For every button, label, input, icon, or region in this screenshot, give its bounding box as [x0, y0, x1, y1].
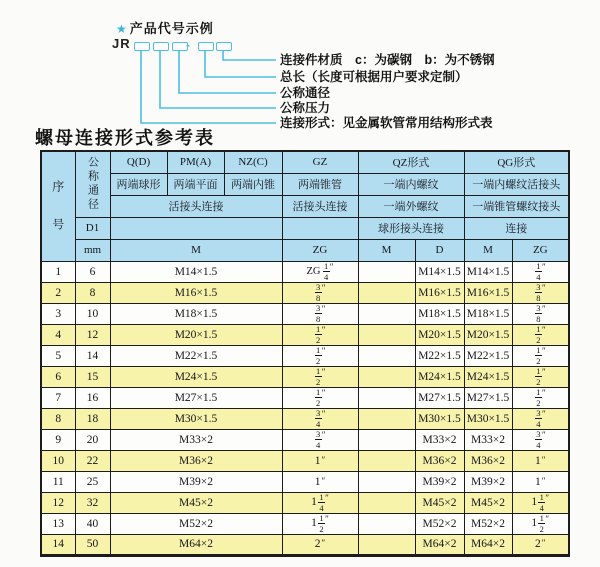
qg-whole: 1 — [531, 496, 538, 509]
inch-mark: ″ — [325, 513, 329, 524]
subheader-pm2: 两端平面 — [167, 173, 224, 195]
qg-whole: 1 — [535, 454, 541, 467]
cell-qz-d: M36×2 — [415, 450, 464, 471]
gz-frac-den: 2 — [316, 398, 321, 408]
subheader-nz2: 两端内锥 — [224, 173, 282, 195]
cell-mm: 6 — [75, 261, 110, 282]
inch-mark: ″ — [542, 429, 546, 440]
cell-qg-zg — [512, 450, 569, 471]
label-nominal-pressure: 公称压力 — [280, 101, 331, 115]
cell-qz-m — [358, 450, 415, 471]
cell-seq: 2 — [41, 282, 75, 303]
product-code-prefix: JR — [112, 36, 131, 51]
qg-whole: 2 — [535, 538, 541, 550]
gz-frac-num: 1 — [319, 492, 324, 502]
cell-mm: 12 — [75, 324, 110, 345]
cell-m-thread: M20×1.5 — [110, 324, 282, 345]
cell-qg-m: M20×1.5 — [464, 324, 512, 345]
inch-mark: ″ — [542, 366, 546, 377]
table-row — [41, 471, 569, 492]
subheader-zg1: ZG — [282, 239, 358, 261]
cell-qz-d: M20×1.5 — [415, 324, 464, 345]
table-row — [41, 408, 569, 429]
cell-qg-zg — [512, 534, 569, 555]
cell-seq: 8 — [41, 408, 75, 429]
cell-qz-d: M27×1.5 — [415, 387, 464, 408]
table-row — [41, 492, 569, 513]
cell-qg-m: M30×1.5 — [464, 408, 512, 429]
cell-mm: 50 — [75, 534, 110, 555]
gz-frac-num: 1 — [316, 345, 321, 355]
gz-frac-num: 3 — [316, 282, 321, 292]
inch-mark: ″ — [545, 513, 550, 524]
subheader-m3: M — [464, 239, 512, 261]
gz-frac-num: 1 — [316, 324, 321, 334]
inch-mark: ″ — [321, 387, 326, 398]
qg-fraction — [535, 430, 542, 450]
cell-seq: 3 — [41, 303, 75, 324]
subheader-union-connection: 活接头连接 — [110, 195, 282, 217]
cell-qz-m — [358, 471, 415, 492]
table-row — [41, 429, 569, 450]
gz-frac-num: 1 — [316, 387, 321, 397]
qg-frac-num: 1 — [536, 261, 541, 271]
cell-seq: 12 — [41, 492, 75, 513]
qg-frac-num: 1 — [536, 324, 541, 334]
cell-mm: 16 — [75, 387, 110, 408]
cell-m-thread: M18×1.5 — [110, 303, 282, 324]
cell-seq: 13 — [41, 513, 75, 534]
gz-frac-den: 2 — [319, 524, 324, 534]
qg-fraction — [535, 325, 542, 345]
cell-qz-d: M22×1.5 — [415, 345, 464, 366]
cell-m-thread: M30×1.5 — [110, 408, 282, 429]
code-box-2 — [153, 42, 169, 51]
cell-qg-zg — [512, 261, 569, 282]
cell-gz-size — [282, 429, 358, 450]
cell-m-thread: M36×2 — [110, 450, 282, 471]
gz-frac-num: 3 — [316, 429, 321, 439]
cell-qg-zg — [512, 429, 569, 450]
cell-qz-m — [358, 261, 415, 282]
cell-seq: 14 — [41, 534, 75, 555]
inch-mark: ″ — [542, 408, 546, 419]
star-icon: ★ — [116, 22, 128, 36]
code-box-4 — [198, 42, 214, 51]
subheader-qz3: 一端外螺纹 — [358, 195, 464, 217]
table-row — [41, 345, 569, 366]
inch-mark: ″ — [542, 282, 546, 293]
gz-fraction — [315, 304, 322, 324]
gz-frac-den: 4 — [316, 419, 321, 429]
label-nominal-diameter: 公称通径 — [280, 86, 331, 100]
nut-connection-reference-table — [40, 150, 570, 557]
cell-qg-m: M52×2 — [464, 513, 512, 534]
qg-whole: 1 — [535, 475, 541, 488]
label-total-length: 总长（长度可根据用户要求定制） — [280, 70, 468, 84]
cell-qz-m — [358, 387, 415, 408]
cell-mm: 10 — [75, 303, 110, 324]
col-header-seq — [41, 151, 75, 261]
inch-mark: ″ — [321, 303, 326, 314]
qg-frac-den: 2 — [536, 335, 541, 345]
cell-qg-m: M64×2 — [464, 534, 512, 555]
gz-frac-den: 4 — [319, 503, 324, 513]
qg-frac-den: 4 — [536, 272, 541, 282]
qg-frac-num: 3 — [536, 429, 541, 439]
gz-whole: 1 — [314, 475, 321, 488]
inch-mark: ″ — [542, 387, 546, 398]
cell-qz-d: M16×1.5 — [415, 282, 464, 303]
cell-gz-size — [282, 534, 358, 555]
cell-qg-m: M14×1.5 — [464, 261, 512, 282]
cell-m-thread: M14×1.5 — [110, 261, 282, 282]
cell-qz-m — [358, 513, 415, 534]
cell-qg-m: M24×1.5 — [464, 366, 512, 387]
inch-mark: ″ — [541, 454, 546, 465]
gz-frac-den: 8 — [316, 293, 321, 303]
cell-m-thread: M33×2 — [110, 429, 282, 450]
inch-mark: ″ — [321, 282, 326, 293]
subheader-mm: mm — [75, 239, 110, 261]
subheader-blank-a — [110, 217, 282, 239]
cell-qz-m — [358, 492, 415, 513]
cell-qg-m: M18×1.5 — [464, 303, 512, 324]
cell-qg-m: M39×2 — [464, 471, 512, 492]
cell-qg-m: M27×1.5 — [464, 387, 512, 408]
cell-gz-size — [282, 261, 358, 282]
cell-qg-zg — [512, 303, 569, 324]
cell-qz-m — [358, 303, 415, 324]
subheader-d: D — [415, 239, 464, 261]
cell-qz-d: M52×2 — [415, 513, 464, 534]
cell-gz-size — [282, 492, 358, 513]
gz-fraction — [315, 409, 322, 429]
cell-mm: 22 — [75, 450, 110, 471]
gz-frac-num: 3 — [316, 408, 321, 418]
gz-frac-num: 1 — [319, 513, 324, 523]
gz-whole: 1 — [311, 496, 317, 509]
cell-mm: 15 — [75, 366, 110, 387]
cell-seq: 4 — [41, 324, 75, 345]
inch-mark: ″ — [542, 324, 546, 335]
inch-mark: ″ — [325, 492, 329, 503]
cell-qg-m: M36×2 — [464, 450, 512, 471]
qg-frac-num: 1 — [536, 345, 541, 355]
cell-gz-size — [282, 408, 358, 429]
qg-fraction — [535, 262, 542, 282]
cell-gz-size — [282, 450, 358, 471]
table-row — [41, 303, 569, 324]
cell-qz-d: M24×1.5 — [415, 366, 464, 387]
gz-frac-den: 4 — [324, 272, 329, 282]
gz-fraction — [323, 262, 330, 282]
cell-seq: 6 — [41, 366, 75, 387]
qg-frac-den: 2 — [536, 356, 541, 366]
inch-mark: ″ — [541, 475, 546, 486]
gz-fraction — [315, 325, 322, 345]
qg-frac-den: 2 — [539, 524, 544, 534]
inch-mark: ″ — [329, 261, 334, 272]
subheader-qz2: 一端内螺纹 — [358, 173, 464, 195]
col-header-pm: PM(A) — [167, 151, 224, 173]
table-row — [41, 261, 569, 282]
col-header-qz: QZ形式 — [358, 151, 464, 173]
inch-mark: ″ — [321, 345, 326, 356]
gz-whole: 1 — [311, 517, 317, 530]
cell-seq: 5 — [41, 345, 75, 366]
cell-qz-m — [358, 324, 415, 345]
table-row — [41, 513, 569, 534]
cell-qz-m — [358, 408, 415, 429]
cell-m-thread: M45×2 — [110, 492, 282, 513]
label-connection-form: 连接形式：见金属软管常用结构形式表 — [280, 116, 493, 130]
qg-fraction — [535, 346, 542, 366]
subheader-qz4: 球形接头连接 — [358, 217, 464, 239]
cell-qg-zg — [512, 345, 569, 366]
code-separator: - — [186, 38, 190, 52]
cell-qz-m — [358, 282, 415, 303]
code-box-1 — [134, 42, 150, 51]
gz-whole: 1 — [314, 454, 321, 467]
code-box-5 — [216, 42, 232, 51]
qg-frac-den: 4 — [539, 503, 544, 513]
qg-fraction — [535, 283, 542, 303]
qg-frac-num: 3 — [536, 282, 541, 292]
qg-frac-den: 8 — [536, 293, 541, 303]
cell-qg-m: M22×1.5 — [464, 345, 512, 366]
inch-mark: ″ — [321, 538, 326, 548]
col-header-nz: NZ(C) — [224, 151, 282, 173]
inch-mark: ″ — [545, 492, 550, 503]
qg-frac-num: 1 — [536, 366, 541, 376]
subheader-gz2: 两端锥管 — [282, 173, 358, 195]
cell-mm: 20 — [75, 429, 110, 450]
cell-m-thread: M22×1.5 — [110, 345, 282, 366]
cell-seq: 7 — [41, 387, 75, 408]
gz-frac-den: 2 — [316, 377, 321, 387]
gz-frac-num: 1 — [324, 261, 329, 271]
inch-mark: ″ — [542, 303, 546, 314]
qg-frac-den: 2 — [536, 377, 541, 387]
cell-qz-d: M64×2 — [415, 534, 464, 555]
qg-frac-den: 4 — [536, 419, 541, 429]
cell-qz-m — [358, 366, 415, 387]
cell-m-thread: M39×2 — [110, 471, 282, 492]
cell-qz-m — [358, 534, 415, 555]
cell-qg-zg — [512, 387, 569, 408]
cell-qz-d: M45×2 — [415, 492, 464, 513]
qg-frac-num: 1 — [536, 387, 541, 397]
table-row — [41, 387, 569, 408]
gz-fraction — [315, 388, 322, 408]
cell-gz-size — [282, 387, 358, 408]
inch-mark: ″ — [321, 429, 326, 440]
subheader-m1: M — [110, 239, 282, 261]
cell-qg-zg — [512, 513, 569, 534]
diagram-title — [116, 18, 214, 37]
cell-seq: 1 — [41, 261, 75, 282]
cell-seq: 11 — [41, 471, 75, 492]
qg-fraction — [535, 409, 542, 429]
cell-qz-m — [358, 345, 415, 366]
gz-prefix: ZG — [306, 266, 321, 278]
label-connector-material: 连接件材质 c：为碳钢 b：为不锈钢 — [280, 53, 495, 67]
cell-qg-zg — [512, 471, 569, 492]
cell-qz-d: M14×1.5 — [415, 261, 464, 282]
inch-mark: ″ — [321, 324, 326, 335]
cell-qz-d: M30×1.5 — [415, 408, 464, 429]
cell-qg-m: M45×2 — [464, 492, 512, 513]
gz-frac-num: 1 — [316, 366, 321, 376]
inch-mark: ″ — [542, 261, 546, 272]
subheader-q2: 两端球形 — [110, 173, 167, 195]
cell-m-thread: M27×1.5 — [110, 387, 282, 408]
cell-gz-size — [282, 513, 358, 534]
subheader-m2: M — [358, 239, 415, 261]
inch-mark: ″ — [541, 538, 546, 548]
subheader-qg4: 连接 — [464, 217, 569, 239]
cell-qg-zg — [512, 324, 569, 345]
table-row — [41, 450, 569, 471]
qg-frac-den: 4 — [536, 440, 541, 450]
cell-qg-zg — [512, 408, 569, 429]
qg-frac-num: 3 — [536, 408, 541, 418]
qg-fraction — [535, 388, 542, 408]
cell-mm: 18 — [75, 408, 110, 429]
cell-qz-d: M33×2 — [415, 429, 464, 450]
qg-frac-den: 8 — [536, 314, 541, 324]
cell-seq: 10 — [41, 450, 75, 471]
subheader-blank-b — [282, 217, 358, 239]
cell-qg-zg — [512, 492, 569, 513]
col-header-qg: QG形式 — [464, 151, 569, 173]
qg-frac-num: 3 — [536, 303, 541, 313]
table-row — [41, 282, 569, 303]
cell-m-thread: M64×2 — [110, 534, 282, 555]
cell-gz-size — [282, 345, 358, 366]
inch-mark: ″ — [542, 345, 546, 356]
cell-seq: 9 — [41, 429, 75, 450]
subheader-gz3: 活接头连接 — [282, 195, 358, 217]
qg-frac-den: 2 — [536, 398, 541, 408]
cell-m-thread: M16×1.5 — [110, 282, 282, 303]
cell-gz-size — [282, 324, 358, 345]
cell-m-thread: M52×2 — [110, 513, 282, 534]
gz-fraction — [315, 346, 322, 366]
qg-frac-num: 1 — [539, 513, 544, 523]
cell-qz-d: M39×2 — [415, 471, 464, 492]
cell-mm: 14 — [75, 345, 110, 366]
inch-mark: ″ — [321, 366, 326, 377]
cell-mm: 25 — [75, 471, 110, 492]
gz-frac-den: 2 — [316, 335, 321, 345]
cell-qg-zg — [512, 366, 569, 387]
gz-frac-den: 8 — [316, 314, 321, 324]
qg-fraction — [535, 304, 542, 324]
cell-m-thread: M24×1.5 — [110, 366, 282, 387]
qg-frac-num: 1 — [539, 492, 544, 502]
col-header-seq-text: 序号 — [50, 179, 65, 256]
section-title: 螺母连接形式参考表 — [35, 128, 215, 148]
cell-gz-size — [282, 303, 358, 324]
cell-mm: 8 — [75, 282, 110, 303]
gz-whole: 2 — [314, 538, 321, 550]
inch-mark: ″ — [321, 454, 326, 465]
diagram-title-text: 产品代号示例 — [129, 21, 214, 36]
cell-gz-size — [282, 471, 358, 492]
gz-fraction — [315, 283, 322, 303]
table-row — [41, 324, 569, 345]
table-row — [41, 366, 569, 387]
qg-whole: 1 — [531, 517, 538, 530]
cell-qg-zg — [512, 282, 569, 303]
col-header-gz: GZ — [282, 151, 358, 173]
subheader-d1: D1 — [75, 217, 110, 239]
gz-fraction — [315, 367, 322, 387]
subheader-qg3: 一端锥管螺纹接头 — [464, 195, 569, 217]
cell-mm: 40 — [75, 513, 110, 534]
cell-qg-m: M16×1.5 — [464, 282, 512, 303]
col-header-bore — [75, 151, 110, 217]
cell-qg-m: M33×2 — [464, 429, 512, 450]
cell-gz-size — [282, 282, 358, 303]
inch-mark: ″ — [321, 475, 326, 486]
subheader-zg2: ZG — [512, 239, 569, 261]
gz-frac-den: 4 — [316, 440, 321, 450]
cell-mm: 32 — [75, 492, 110, 513]
gz-frac-den: 2 — [316, 356, 321, 366]
gz-frac-num: 3 — [316, 303, 321, 313]
col-header-bore-text: 公称通径 — [86, 156, 99, 213]
subheader-qg2: 一端内螺纹活接头 — [464, 173, 569, 195]
cell-gz-size — [282, 366, 358, 387]
inch-mark: ″ — [321, 408, 326, 419]
cell-qz-d: M18×1.5 — [415, 303, 464, 324]
col-header-q: Q(D) — [110, 151, 167, 173]
qg-fraction — [535, 367, 542, 387]
gz-fraction — [315, 430, 322, 450]
cell-qz-m — [358, 429, 415, 450]
table-row — [41, 534, 569, 555]
